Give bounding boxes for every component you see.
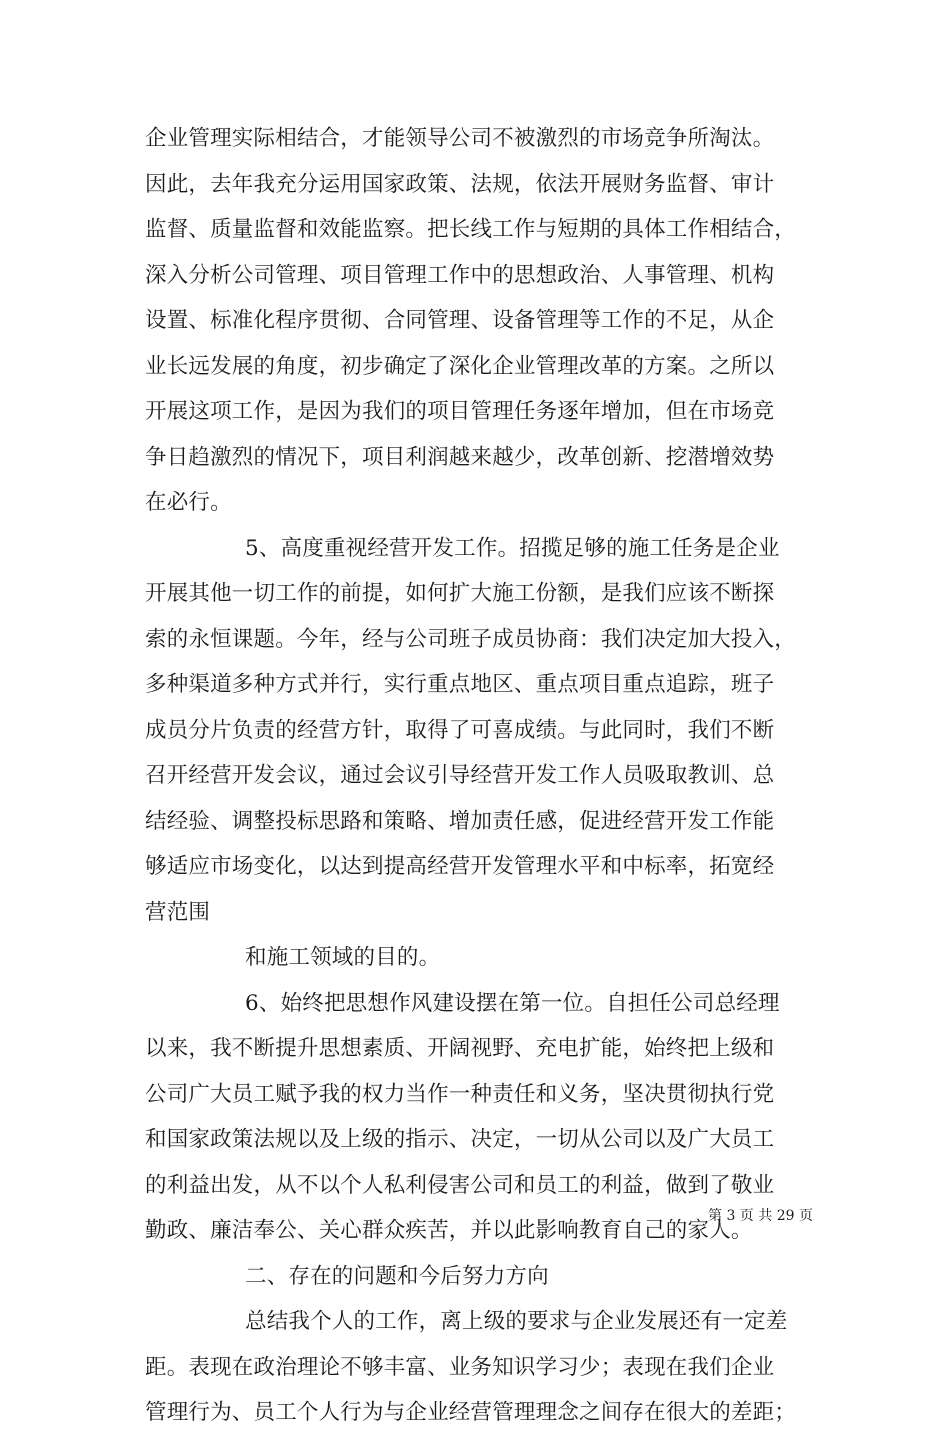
text-line: 公司广大员工赋予我的权力当作一种责任和义务，坚决贯彻执行党 bbox=[145, 1081, 775, 1107]
text-line: 和国家政策法规以及上级的指示、决定，一切从公司以及广大员工 bbox=[145, 1127, 775, 1152]
text-line: 开展这项工作，是因为我们的项目管理任务逐年增加，但在市场竞 bbox=[145, 399, 775, 424]
text-line: 在必行。 bbox=[145, 490, 232, 515]
text-line: 监督、质量监督和效能监察。把长线工作与短期的具体工作相结合， bbox=[145, 217, 797, 242]
text-line: 营范围 bbox=[145, 899, 211, 925]
text-line: 和施工领域的目的。 bbox=[245, 945, 441, 970]
text-line: 多种渠道多种方式并行，实行重点地区、重点项目重点追踪，班子 bbox=[145, 672, 775, 697]
text-line: 勤政、廉洁奉公、关心群众疾苦，并以此影响教育自己的家人。 bbox=[145, 1218, 753, 1243]
text-line: 深入分析公司管理、项目管理工作中的思想政治、人事管理、机构 bbox=[145, 262, 775, 288]
text-line: 设置、标准化程序贯彻、合同管理、设备管理等工作的不足，从企 bbox=[145, 308, 775, 333]
text-line: 开展其他一切工作的前提，如何扩大施工份额，是我们应该不断探 bbox=[145, 581, 775, 606]
text-line: 业长远发展的角度，初步确定了深化企业管理改革的方案。之所以 bbox=[145, 353, 775, 379]
text-line: 总结我个人的工作，离上级的要求与企业发展还有一定差 bbox=[245, 1309, 788, 1334]
text-line: 够适应市场变化，以达到提高经营开发管理水平和中标率，拓宽经 bbox=[145, 854, 775, 879]
text-line: 企业管理实际相结合，才能领导公司不被激烈的市场竞争所淘汰。 bbox=[145, 126, 775, 151]
text-line: 成员分片负责的经营方针，取得了可喜成绩。与此同时，我们不断 bbox=[145, 717, 775, 743]
text-line: 二、存在的问题和今后努力方向 bbox=[245, 1263, 549, 1289]
text-line: 召开经营开发会议，通过会议引导经营开发工作人员吸取教训、总 bbox=[145, 763, 775, 788]
text-line: 的利益出发，从不以个人私利侵害公司和员工的利益，做到了敬业 bbox=[145, 1172, 775, 1198]
document-body bbox=[145, 116, 815, 1436]
text-line: 6、始终把思想作风建设摆在第一位。自担任公司总经理 bbox=[245, 990, 780, 1016]
page-number: 第 3 页 共 29 页 bbox=[708, 1208, 813, 1224]
text-line: 因此，去年我充分运用国家政策、法规，依法开展财务监督、审计 bbox=[145, 171, 775, 197]
text-line: 5、高度重视经营开发工作。招揽足够的施工任务是企业 bbox=[245, 535, 780, 561]
text-line: 索的永恒课题。今年，经与公司班子成员协商：我们决定加大投入， bbox=[145, 626, 797, 652]
text-line: 争日趋激烈的情况下，项目利润越来越少，改革创新、挖潜增效势 bbox=[145, 444, 775, 470]
text-line: 距。表现在政治理论不够丰富、业务知识学习少；表现在我们企业 bbox=[145, 1354, 775, 1380]
text-line: 管理行为、员工个人行为与企业经营管理理念之间存在很大的差距； bbox=[145, 1400, 797, 1425]
text-line: 结经验、调整投标思路和策略、增加责任感，促进经营开发工作能 bbox=[145, 808, 775, 834]
text-line: 以来，我不断提升思想素质、开阔视野、充电扩能，始终把上级和 bbox=[145, 1036, 775, 1061]
